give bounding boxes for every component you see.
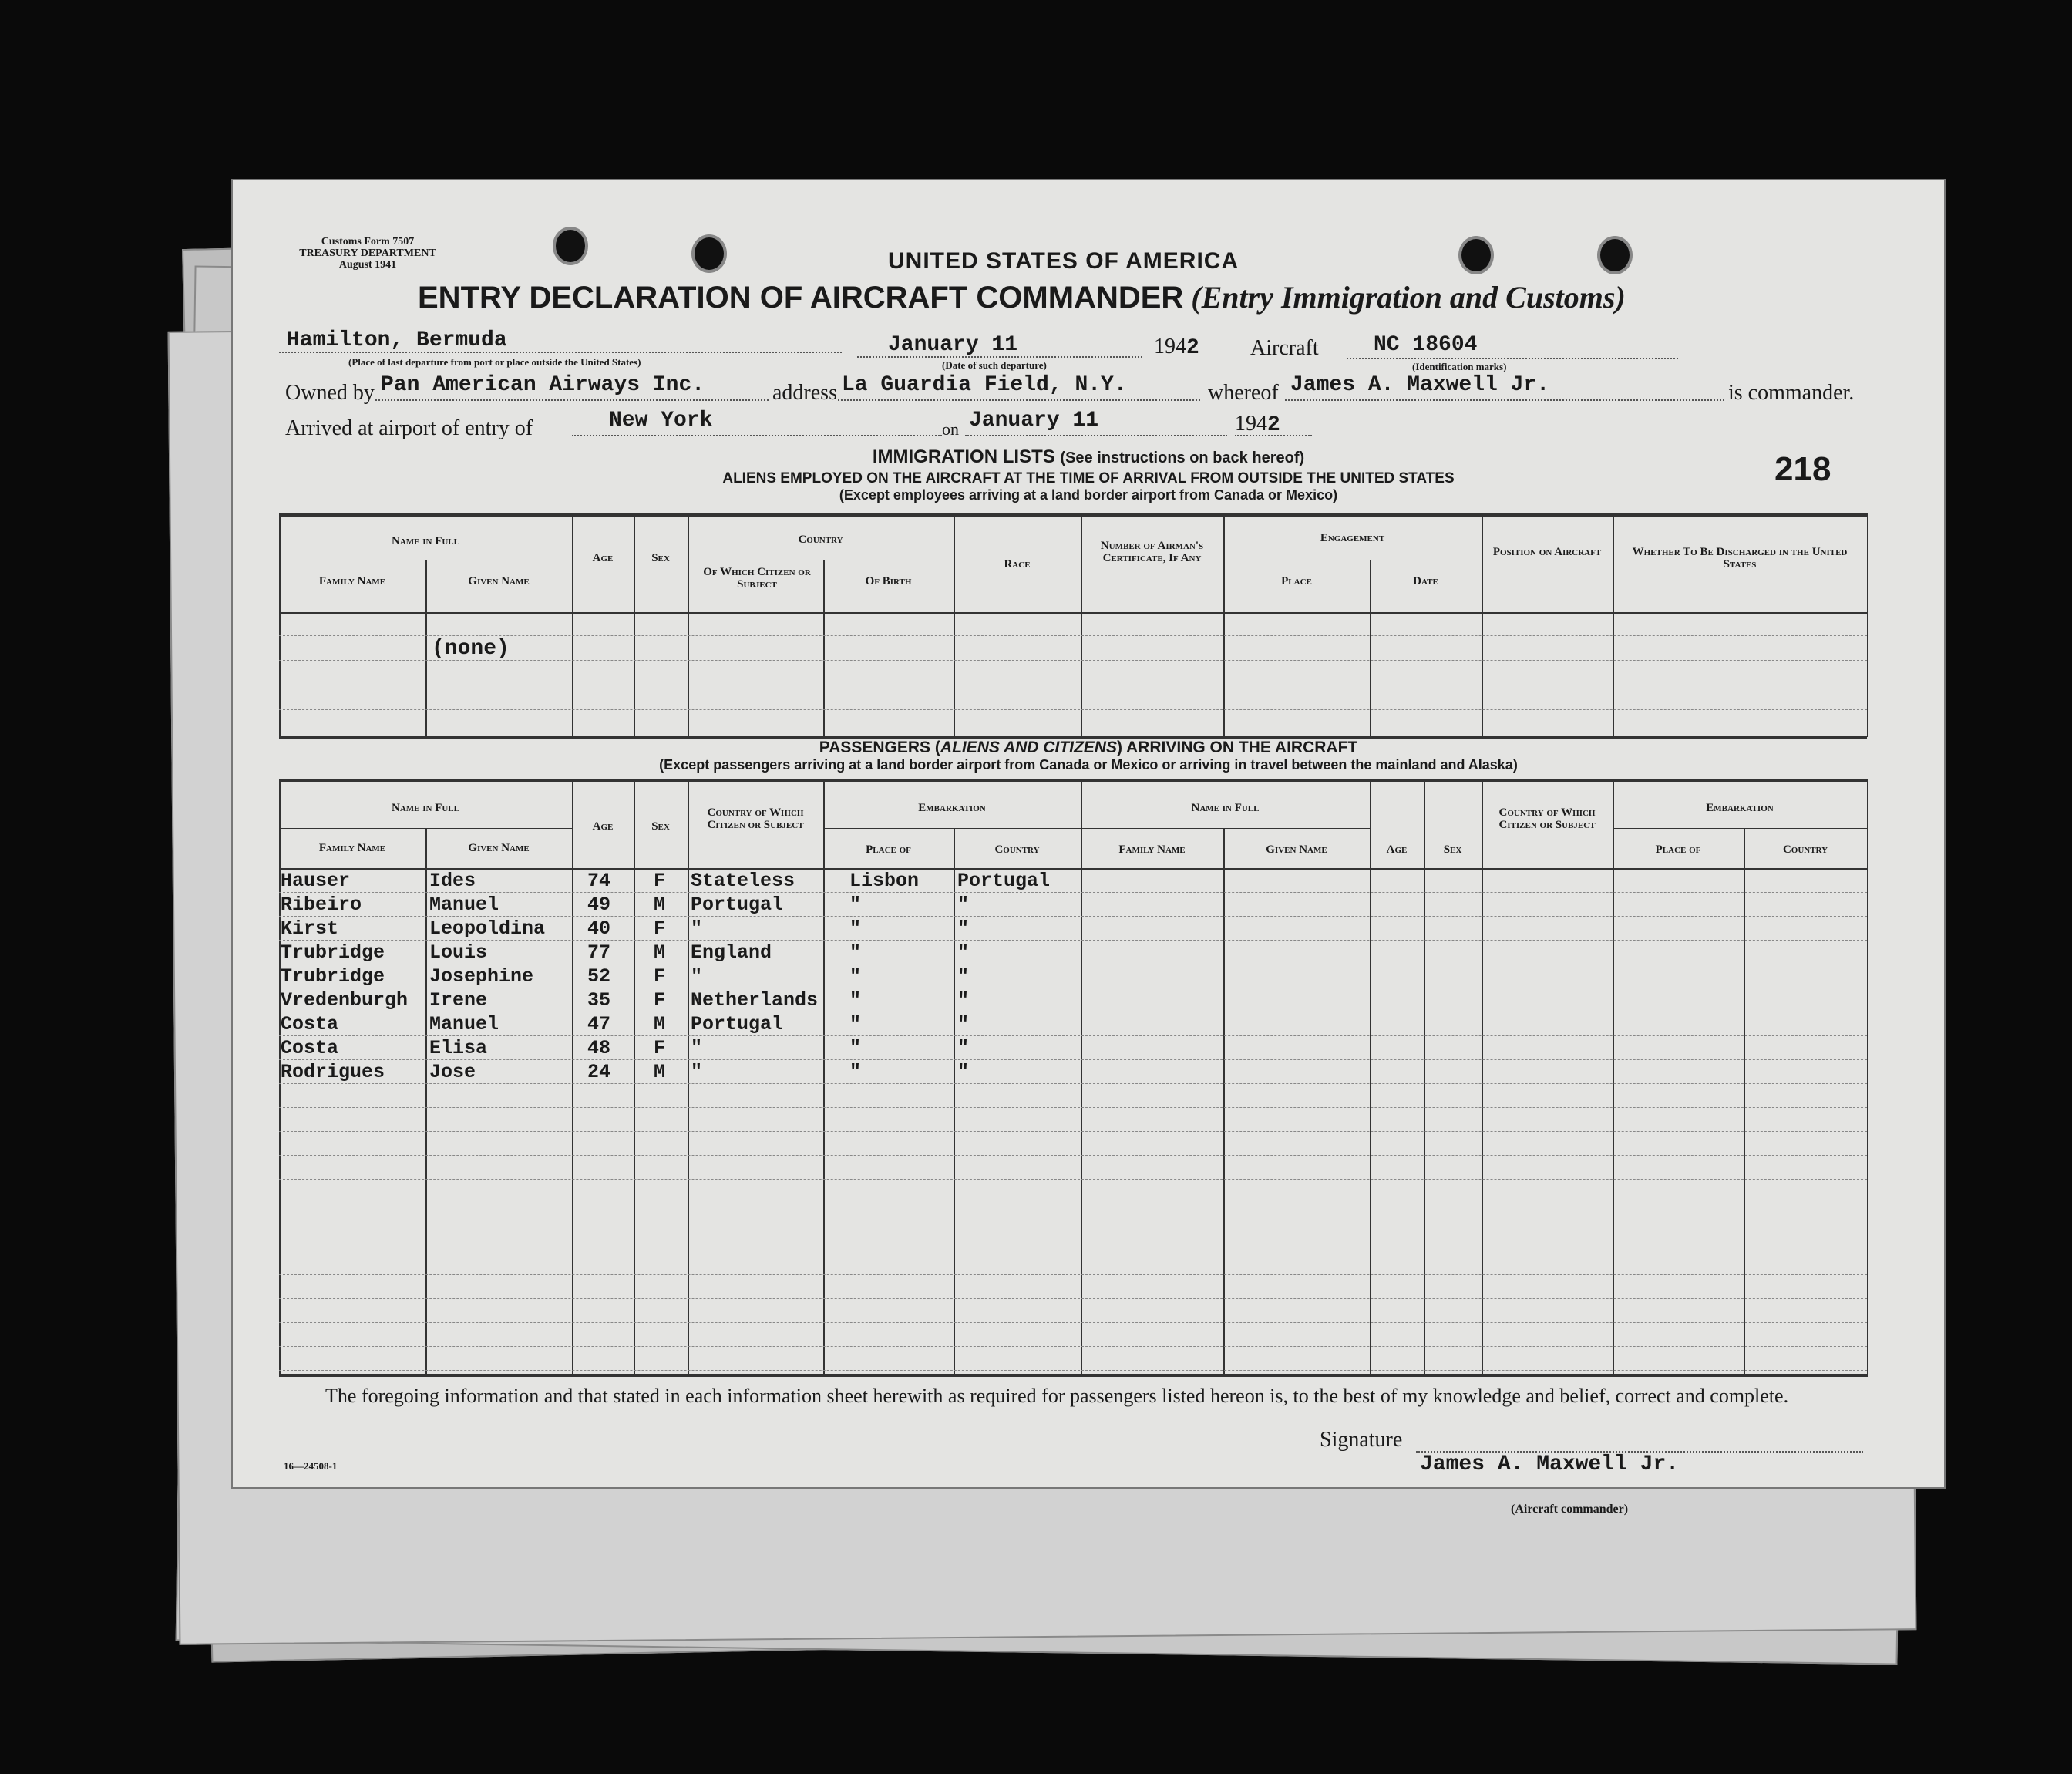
table-row-line bbox=[279, 1322, 1867, 1323]
pass-col-family-name-2: Family Name bbox=[1118, 843, 1186, 856]
passenger-embark-place: " bbox=[849, 989, 862, 1012]
table-row-line bbox=[279, 1059, 1867, 1060]
passenger-family-name: Costa bbox=[281, 1037, 339, 1059]
aliens-col-sex: Sex bbox=[651, 552, 670, 564]
signature-label: Signature bbox=[1320, 1428, 1403, 1452]
aircraft-label: Aircraft bbox=[1250, 336, 1319, 360]
passenger-citizenship: England bbox=[691, 941, 772, 964]
immigration-heading-note: (See instructions on back hereof) bbox=[1060, 449, 1305, 466]
table-row-line bbox=[279, 1274, 1867, 1275]
passenger-given-name: Josephine bbox=[429, 965, 534, 988]
pass-col-name-in-full-2: Name in Full bbox=[1191, 802, 1260, 814]
departure-place-caption: (Place of last departure from port or place outside the United States) bbox=[348, 356, 641, 368]
pass-col-embarkation-2: Embarkation bbox=[1706, 802, 1774, 814]
passenger-family-name: Kirst bbox=[281, 917, 339, 940]
punch-hole bbox=[691, 234, 727, 273]
arrival-year-digit: 2 bbox=[1267, 413, 1280, 437]
form-date: August 1941 bbox=[338, 259, 397, 271]
immigration-heading bbox=[233, 446, 1944, 468]
passengers-heading-italic: ALIENS AND CITIZENS bbox=[940, 739, 1117, 756]
pass-col-place-of-2: Place of bbox=[1655, 843, 1701, 856]
pass-col-family-name: Family Name bbox=[318, 842, 386, 854]
passenger-given-name: Leopoldina bbox=[429, 917, 546, 940]
arrival-year-prefix: 194 bbox=[1235, 412, 1267, 436]
pass-col-name-in-full: Name in Full bbox=[391, 802, 459, 814]
passenger-family-name: Vredenburgh bbox=[281, 989, 409, 1012]
passenger-age: 49 bbox=[587, 894, 611, 916]
pass-col-embarkation: Embarkation bbox=[918, 802, 986, 814]
certification-text: The foregoing information and that stated in each information sheet herewith as required for passengers listed hereon is, to the best of my knowledge and belief, correct and complete. bbox=[325, 1385, 1789, 1407]
passenger-given-name: Louis bbox=[429, 941, 488, 964]
title-sub: (Entry Immigration and Customs) bbox=[1191, 280, 1626, 315]
passengers-heading-suffix: ) ARRIVING ON THE AIRCRAFT bbox=[1116, 739, 1358, 756]
departure-date-caption: (Date of such departure) bbox=[942, 359, 1047, 371]
passenger-embark-country: " bbox=[957, 1013, 970, 1035]
passenger-age: 77 bbox=[587, 941, 611, 964]
passenger-embark-place: " bbox=[849, 1013, 862, 1035]
arrival-on-label: on bbox=[942, 419, 959, 439]
aliens-col-place: Place bbox=[1281, 575, 1312, 587]
departure-year bbox=[1154, 335, 1199, 360]
pass-col-given-name: Given Name bbox=[468, 842, 530, 854]
aliens-note: (Except employees arriving at a land border airport from Canada or Mexico) bbox=[839, 487, 1338, 503]
arrival-date: January 11 bbox=[969, 409, 1099, 433]
table-row-line bbox=[279, 1155, 1867, 1156]
passenger-sex: M bbox=[654, 1061, 666, 1083]
passenger-embark-place: " bbox=[849, 1037, 862, 1059]
form-number: Customs Form 7507 bbox=[321, 236, 415, 247]
passenger-age: 24 bbox=[587, 1061, 611, 1083]
passenger-family-name: Rodrigues bbox=[281, 1061, 385, 1083]
passenger-citizenship: " bbox=[691, 1037, 703, 1059]
passenger-citizenship: Portugal bbox=[691, 894, 784, 916]
passenger-sex: M bbox=[654, 941, 666, 964]
declaration-form bbox=[231, 179, 1946, 1489]
passenger-family-name: Trubridge bbox=[281, 941, 385, 964]
punch-hole bbox=[1597, 236, 1633, 274]
aircraft-id: NC 18604 bbox=[1374, 333, 1478, 357]
aliens-heading: ALIENS EMPLOYED ON THE AIRCRAFT AT THE TIME OF ARRIVAL FROM OUTSIDE THE UNITED STATES bbox=[722, 470, 1455, 486]
passenger-embark-place: " bbox=[849, 941, 862, 964]
passenger-given-name: Manuel bbox=[429, 1013, 500, 1035]
aliens-col-engagement: Engagement bbox=[1320, 532, 1385, 544]
passenger-age: 48 bbox=[587, 1037, 611, 1059]
address-label: address bbox=[772, 381, 837, 405]
aliens-col-birth: Of Birth bbox=[865, 575, 912, 587]
pass-col-citizen: Country of Which Citizen or Subject bbox=[707, 806, 804, 831]
aliens-col-given-name: Given Name bbox=[468, 575, 530, 587]
owned-by-label: Owned by bbox=[285, 381, 375, 405]
passenger-given-name: Irene bbox=[429, 989, 488, 1012]
departure-year-digit: 2 bbox=[1186, 336, 1199, 360]
table-row-line bbox=[279, 1131, 1867, 1132]
page-title bbox=[418, 279, 1626, 315]
form-id-block bbox=[279, 236, 456, 271]
passenger-given-name: Manuel bbox=[429, 894, 500, 916]
passenger-sex: F bbox=[654, 917, 666, 940]
passenger-given-name: Ides bbox=[429, 870, 476, 892]
aliens-col-date: Date bbox=[1413, 575, 1438, 587]
aliens-col-family-name: Family Name bbox=[318, 575, 386, 587]
passenger-age: 47 bbox=[587, 1013, 611, 1035]
signature-typed-name: James A. Maxwell Jr. bbox=[1420, 1453, 1680, 1476]
passenger-embark-place: Lisbon bbox=[849, 870, 920, 892]
table-row-line bbox=[279, 1107, 1867, 1108]
passenger-age: 40 bbox=[587, 917, 611, 940]
passenger-family-name: Trubridge bbox=[281, 965, 385, 988]
pass-col-country-2: Country bbox=[1782, 843, 1828, 856]
passenger-citizenship: " bbox=[691, 917, 703, 940]
department: TREASURY DEPARTMENT bbox=[299, 247, 436, 259]
pass-col-age-2: Age bbox=[1386, 843, 1408, 856]
aircraft-commander-caption: (Aircraft commander) bbox=[1511, 1503, 1629, 1516]
departure-year-prefix: 194 bbox=[1154, 335, 1186, 359]
passenger-embark-country: " bbox=[957, 1061, 970, 1083]
passenger-family-name: Ribeiro bbox=[281, 894, 362, 916]
passengers-heading bbox=[233, 739, 1944, 757]
owner-address: La Guardia Field, N.Y. bbox=[842, 373, 1127, 397]
table-row-line bbox=[279, 1370, 1867, 1371]
pass-col-country: Country bbox=[994, 843, 1040, 856]
pass-col-given-name-2: Given Name bbox=[1266, 843, 1327, 856]
country-heading: UNITED STATES OF AMERICA bbox=[888, 248, 1240, 274]
passenger-citizenship: Portugal bbox=[691, 1013, 784, 1035]
aliens-col-discharged: Whether To Be Discharged in the United States bbox=[1632, 546, 1848, 571]
passenger-given-name: Jose bbox=[429, 1061, 476, 1083]
passengers-note: (Except passengers arriving at a land border airport from Canada or Mexico or arriving in travel between the mainland and Alaska) bbox=[659, 757, 1518, 773]
passenger-sex: M bbox=[654, 894, 666, 916]
aliens-col-citizen: Of Which Citizen or Subject bbox=[703, 566, 811, 591]
pass-col-place-of: Place of bbox=[866, 843, 911, 856]
passenger-sex: F bbox=[654, 870, 666, 892]
passenger-sex: F bbox=[654, 989, 666, 1012]
passenger-sex: M bbox=[654, 1013, 666, 1035]
aliens-col-country: Country bbox=[798, 534, 843, 546]
passenger-embark-country: " bbox=[957, 941, 970, 964]
passenger-embark-country: " bbox=[957, 1037, 970, 1059]
aliens-none-entry: (none) bbox=[432, 637, 510, 661]
whereof-label: whereof bbox=[1208, 381, 1279, 405]
table-row-line bbox=[279, 892, 1867, 893]
passenger-embark-country: " bbox=[957, 989, 970, 1012]
passenger-embark-place: " bbox=[849, 965, 862, 988]
punch-hole bbox=[553, 227, 588, 265]
print-code: 16—24508-1 bbox=[284, 1460, 338, 1472]
departure-place: Hamilton, Bermuda bbox=[287, 328, 507, 352]
passenger-embark-place: " bbox=[849, 1061, 862, 1083]
table-row-line bbox=[279, 1179, 1867, 1180]
passenger-sex: F bbox=[654, 965, 666, 988]
pass-col-sex: Sex bbox=[651, 820, 670, 833]
aircraft-caption: (Identification marks) bbox=[1412, 361, 1507, 372]
passenger-embark-place: " bbox=[849, 917, 862, 940]
sheet-number: 218 bbox=[1774, 450, 1832, 488]
arrival-label: Arrived at airport of entry of bbox=[285, 416, 533, 440]
passenger-citizenship: Stateless bbox=[691, 870, 796, 892]
departure-date: January 11 bbox=[888, 333, 1018, 357]
passenger-embark-country: " bbox=[957, 917, 970, 940]
arrival-year bbox=[1235, 412, 1280, 437]
passenger-age: 35 bbox=[587, 989, 611, 1012]
aliens-col-race: Race bbox=[1004, 558, 1031, 571]
passenger-embark-country: " bbox=[957, 965, 970, 988]
table-row-line bbox=[279, 1035, 1867, 1036]
pass-col-sex-2: Sex bbox=[1443, 843, 1462, 856]
passenger-embark-country: Portugal bbox=[957, 870, 1051, 892]
table-row-line bbox=[279, 1298, 1867, 1299]
pass-col-age: Age bbox=[592, 820, 614, 833]
table-row-line bbox=[279, 916, 1867, 917]
pass-col-citizen-2: Country of Which Citizen or Subject bbox=[1498, 806, 1596, 831]
table-row-line bbox=[279, 1083, 1867, 1084]
passenger-age: 74 bbox=[587, 870, 611, 892]
passenger-given-name: Elisa bbox=[429, 1037, 488, 1059]
passengers-heading-prefix: PASSENGERS ( bbox=[819, 739, 940, 756]
table-row-line bbox=[279, 940, 1867, 941]
is-commander-label: is commander. bbox=[1728, 381, 1855, 405]
commander-name: James A. Maxwell Jr. bbox=[1290, 373, 1550, 397]
title-main: ENTRY DECLARATION OF AIRCRAFT COMMANDER bbox=[418, 281, 1184, 315]
passenger-citizenship: " bbox=[691, 965, 703, 988]
passenger-embark-place: " bbox=[849, 894, 862, 916]
arrival-airport: New York bbox=[609, 409, 713, 433]
aliens-col-name-in-full: Name in Full bbox=[391, 535, 459, 547]
aliens-col-certificate: Number of Airman's Certificate, If Any bbox=[1100, 540, 1204, 564]
punch-hole bbox=[1458, 236, 1494, 274]
passenger-age: 52 bbox=[587, 965, 611, 988]
passenger-sex: F bbox=[654, 1037, 666, 1059]
passenger-embark-country: " bbox=[957, 894, 970, 916]
aliens-col-age: Age bbox=[592, 552, 614, 564]
aliens-col-position: Position on Aircraft bbox=[1492, 546, 1602, 558]
passenger-citizenship: Netherlands bbox=[691, 989, 819, 1012]
passenger-family-name: Hauser bbox=[281, 870, 351, 892]
immigration-heading-title: IMMIGRATION LISTS bbox=[872, 446, 1055, 467]
owner-name: Pan American Airways Inc. bbox=[381, 373, 705, 397]
table-row-line bbox=[279, 1346, 1867, 1347]
passenger-family-name: Costa bbox=[281, 1013, 339, 1035]
passenger-citizenship: " bbox=[691, 1061, 703, 1083]
